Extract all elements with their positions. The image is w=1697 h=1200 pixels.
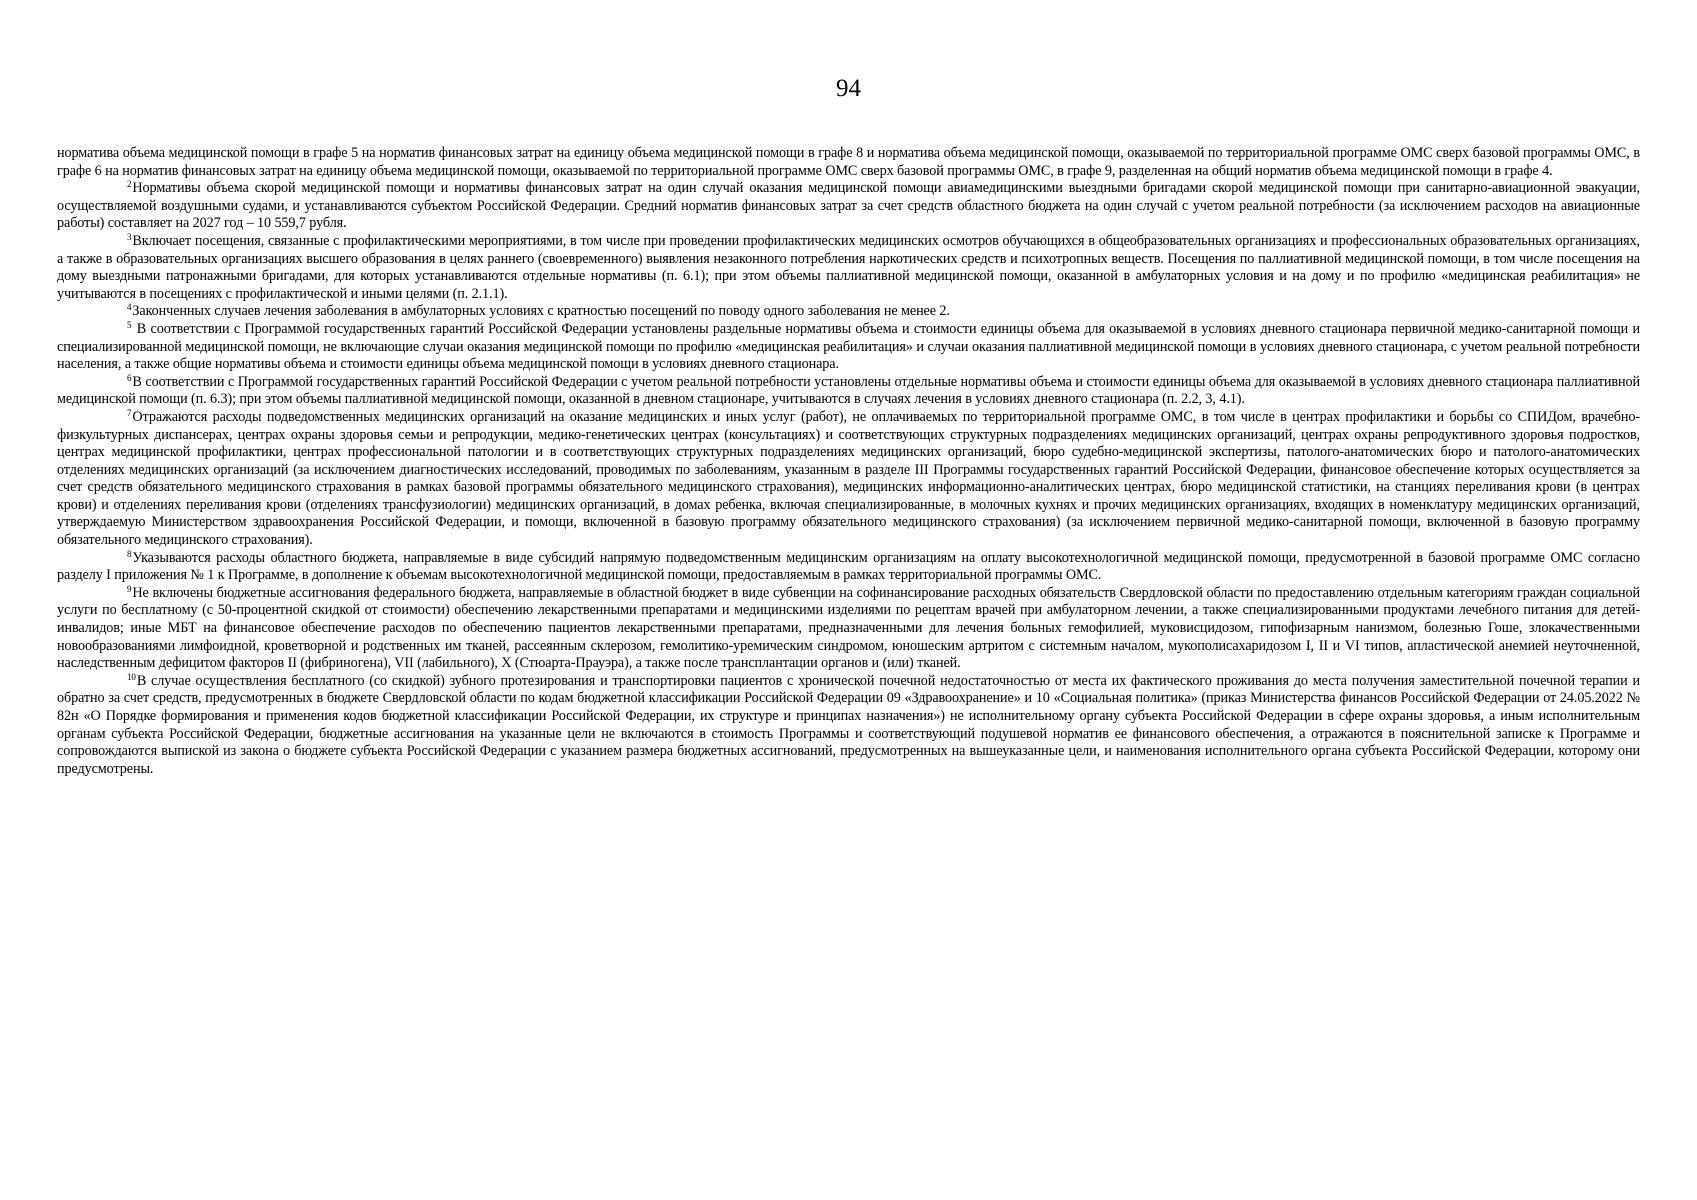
footnote-10 (57, 673, 1640, 779)
footnote-5 (57, 321, 1640, 374)
footnote-3 (57, 233, 1640, 303)
footnote-6 (57, 374, 1640, 409)
footnote-mark: 6 (127, 372, 132, 383)
footnote-text: В соответствии с Программой государственных гарантий Российской Федерации установлены раздельные нормативы объема и стоимости единицы объема для оказываемой в условиях дневного стационара первичной медико-санитарной помощи и специализированной медицинской помощи, не включающие случаи оказания медицинской помощи по профилю «медицинская реабилитация» и случаи оказания паллиативной медицинской помощи в условиях дневного стационара, с учетом реальной потребности населения, а также общие нормативы объема и стоимости единицы объема медицинской помощи в условиях дневного стационара. (57, 320, 1640, 373)
footnote-continuation: норматива объема медицинской помощи в графе 5 на норматив финансовых затрат на единицу объема медицинской помощи в графе 8 и норматива объема медицинской помощи, оказываемой по территориальной программе ОМС сверх базовой программы ОМС, в графе 6 на норматив финансовых затрат на единицу объема медицинской помощи, оказываемой по территориальной программе ОМС сверх базовой программы ОМС, в графе 9, разделенная на общий норматив объема медицинской помощи в графе 4. (57, 145, 1640, 179)
footnote-text: Нормативы объема скорой медицинской помощи и нормативы финансовых затрат на один случай оказания медицинской помощи авиамедицинскими выездными бригадами скорой медицинской помощи при санитарно-авиационной эвакуации, осуществляемой воздушными судами, и устанавливаются субъектом Российской Федерации. Средний норматив финансовых затрат за счет средств областного бюджета на один случай с учетом реальной потребности (за исключением расходов на авиационные работы) составляет на 2027 год – 10 559,7 рубля. (57, 180, 1640, 232)
footnote-mark: 8 (127, 548, 132, 559)
footnote-mark: 7 (127, 407, 132, 418)
footnote-7 (57, 409, 1640, 550)
footnote-text: В случае осуществления бесплатного (со скидкой) зубного протезирования и транспортировки пациентов с хронической почечной недостаточностью от места их фактического проживания до места получения заместительной почечной терапии и обратно за счет средств, предусмотренных в бюджете Свердловской области по кодам бюджетной классификации Российской Федерации 09 «Здравоохранение» и 10 «Социальная политика» (приказ Министерства финансов Российской Федерации от 24.05.2022 № 82н «О Порядке формирования и применения кодов бюджетной классификации Российской Федерации, их структуре и принципах назначения») не исполнительному органу субъекта Российской Федерации в сфере охраны здоровья, а иным исполнительным органам субъекта Российской Федерации, бюджетные ассигнования на указанные цели не включаются в стоимость Программы и соответствующий подушевой норматив ее финансового обеспечения, а отражаются в пояснительной записке к Программе и сопровождаются выпиской из закона о бюджете субъекта Российской Федерации с указанием размера бюджетных ассигнований, предусмотренных на вышеуказанные цели, и наименования исполнительного органа субъекта Российской Федерации, которому они предусмотрены. (57, 672, 1640, 777)
footnotes-block (57, 145, 1640, 778)
footnote-mark: 5 (127, 319, 132, 330)
footnote-mark: 3 (127, 231, 132, 242)
footnote-2 (57, 180, 1640, 233)
footnote-text: Указываются расходы областного бюджета, направляемые в виде субсидий напрямую подведомственным медицинским организациям на оплату высокотехнологичной медицинской помощи, предусмотренной в базовой программе ОМС согласно разделу I приложения № 1 к Программе, в дополнение к объемам высокотехнологичной медицинской помощи, предоставляемым в рамках территориальной программы ОМС. (57, 549, 1640, 584)
footnote-text: Отражаются расходы подведомственных медицинских организаций на оказание медицинских и иных услуг (работ), не оплачиваемых по территориальной программе ОМС, в том числе в центрах профилактики и борьбы со СПИДом, врачебно-физкультурных диспансерах, центрах охраны здоровья семьи и репродукции, медико-генетических центрах (консультациях) и соответствующих структурных подразделениях медицинских организаций, центрах охраны репродуктивного здоровья подростков, центрах медицинской профилактики, центрах профессиональной патологии и в соответствующих структурных подразделениях медицинских организаций, бюро судебно-медицинской экспертизы, патолого-анатомических бюро и патолого-анатомических отделениях медицинских организаций (за исключением диагностических исследований, проводимых по заболеваниям, указанным в разделе III Программы государственных гарантий Российской Федерации, финансовое обеспечение которых осуществляется за счет средств обязательного медицинского страхования в рамках базовой программы обязательного медицинского страхования), медицинских информационно-аналитических центрах, бюро медицинской статистики, на станциях переливания крови (в центрах крови) и отделениях переливания крови (отделениях трансфузиологии) медицинских организаций, в домах ребенка, включая специализированные, в молочных кухнях и прочих медицинских организациях, входящих в номенклатуру медицинских организаций, утверждаемую Министерством здравоохранения Российской Федерации, и помощи, включенной в базовую программу обязательного медицинского страхования) (за исключением первичной медико-санитарной помощи, включенной в базовую программу обязательного медицинского страхования). (57, 408, 1640, 549)
footnote-text: В соответствии с Программой государственных гарантий Российской Федерации с учетом реальной потребности установлены отдельные нормативы объема и стоимости единицы объема для оказываемой в условиях дневного стационара паллиативной медицинской помощи (п. 6.3); при этом объемы паллиативной медицинской помощи, оказанной в дневном стационаре, учитываются в случаях лечения в условиях дневного стационара (п. 2.2, 3, 4.1). (57, 373, 1640, 408)
footnote-9 (57, 585, 1640, 673)
footnote-4 (57, 303, 1640, 321)
footnote-mark: 2 (127, 179, 132, 190)
footnote-text: Не включены бюджетные ассигнования федерального бюджета, направляемые в областной бюджет в виде субвенции на софинансирование расходных обязательств Свердловской области по предоставлению отдельным категориям граждан социальной услуги по бесплатному (с 50-процентной скидкой от стоимости) обеспечению лекарственными препаратами и медицинскими изделиями по рецептам врачей при амбулаторном лечении, а также специализированными продуктами лечебного питания для детей-инвалидов; иные МБТ на финансовое обеспечение расходов по обеспечению пациентов лекарственными препаратами, предназначенными для лечения больных гемофилией, муковисцидозом, гипофизарным нанизмом, болезнью Гоше, злокачественными новообразованиями лимфоидной, кроветворной и родственных им тканей, рассеянным склерозом, гемолитико-уремическим синдромом, юношеским артритом с системным началом, мукополисахаридозом I, II и VI типов, апластической анемией неуточненной, наследственным дефицитом факторов II (фибриногена), VII (лабильного), X (Стюарта-Прауэра), а также после трансплантации органов и (или) тканей. (57, 584, 1640, 672)
footnote-mark: 10 (127, 671, 136, 682)
footnote-mark: 4 (127, 302, 132, 313)
footnote-8 (57, 550, 1640, 585)
footnote-mark: 9 (127, 583, 132, 594)
footnote-text: Включает посещения, связанные с профилактическими мероприятиями, в том числе при проведении профилактических медицинских осмотров обучающихся в общеобразовательных организациях и профессиональных образовательных организациях, а также в образовательных организациях высшего образования в целях раннего (своевременного) выявления незаконного потребления наркотических средств и психотропных веществ. Посещения по паллиативной медицинской помощи, в том числе посещения на дому выездными патронажными бригадами, для которых устанавливаются отдельные нормативы (п. 6.1); при этом объемы паллиативной медицинской помощи, оказанной в амбулаторных условия и на дому и по профилю «медицинская реабилитация» не учитываются в посещениях с профилактической и иными целями (п. 2.1.1). (57, 232, 1640, 302)
page-number: 94 (836, 75, 861, 102)
footnote-text: Законченных случаев лечения заболевания в амбулаторных условиях с кратностью посещений по поводу одного заболевания не менее 2. (132, 303, 950, 320)
